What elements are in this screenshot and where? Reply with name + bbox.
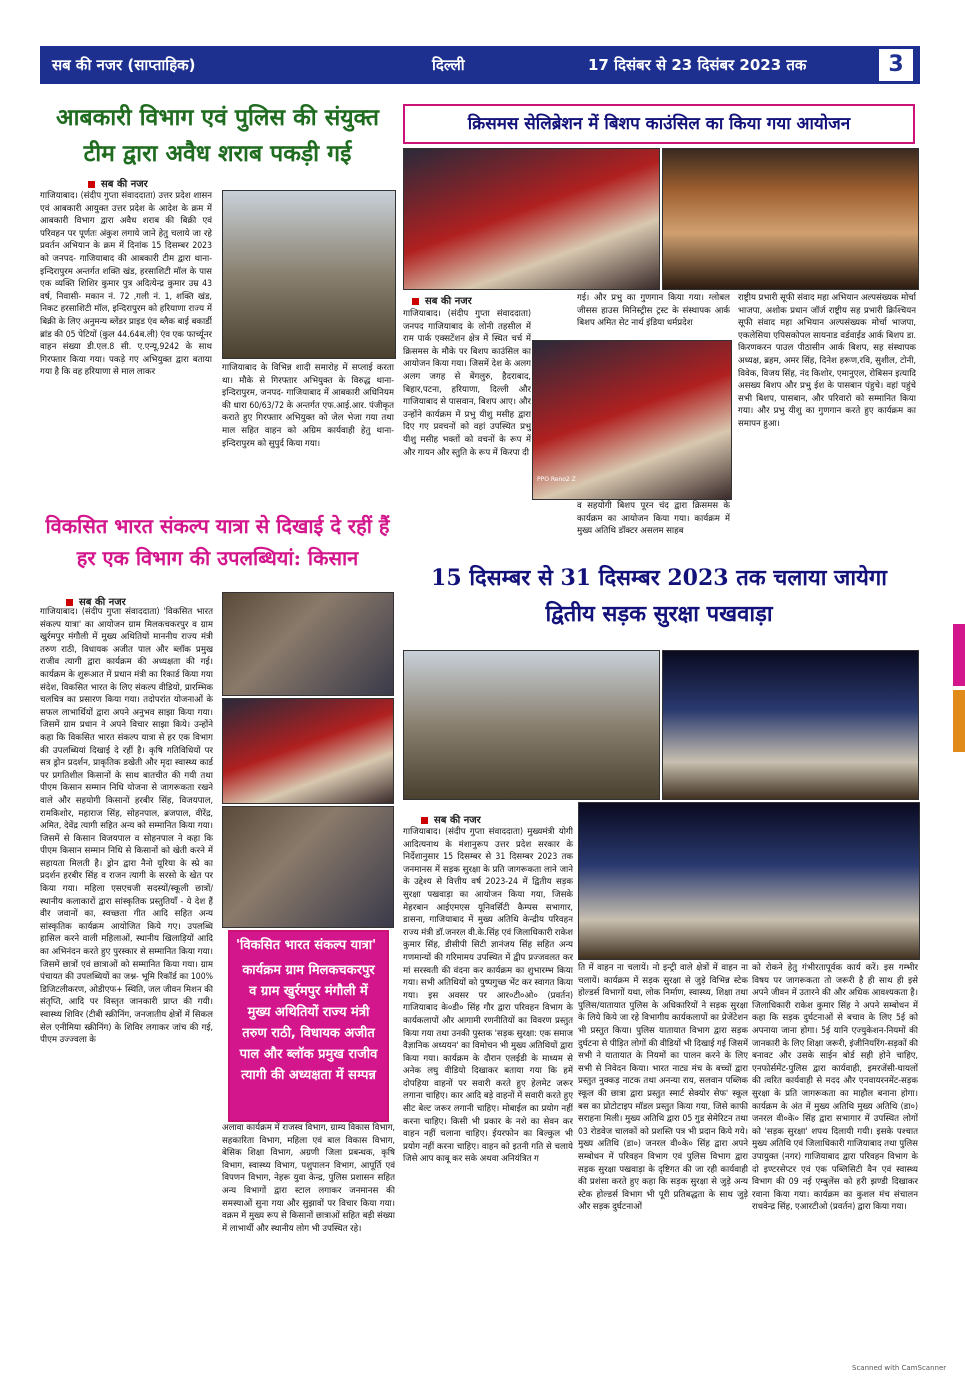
callout-body: कार्यक्रम ग्राम मिलकचकरपुर व ग्राम खुर्रमपुर मंगौली में मुख्य अथितियों राज्य मंत्री तरुण राठी, विधायक अजीत पाल और ब्लॉक प्रमुख राजीव त्यागी की अध्यक्षता में सम्पन्न (230, 956, 387, 1090)
article2-col1: गाजियाबाद। (संदीप गुप्ता संवाददाता) जनपद गाजियाबाद के लोनी तहसील में राम पार्क एक्सटेंशन क्षेत्र में स्थित चर्च में क्रिसमस के मौके पर बिशप काउंसिल का आयोजन किया गया। जिसमें देश के अलग अलग जगह से बेंगलुरु, हैदराबाद, बिहार,पटना, हरियाणा, दिल्ली और गाजियाबाद से पासवान, बिशप आए। और उन्होंने कार्यक्रम में प्रभु यीशु मसीह द्वारा दिए गए प्रवचनों को वहां उपस्थित प्रभु यीशु मसीह भक्तों को वचनों के रूप में और गायन और स्तुति के रूप में किरपा दी (403, 309, 531, 458)
city-name: दिल्ली (432, 56, 465, 74)
article4-col2: ति में वाहन ना चलायें। नो इन्ट्री वाले क्षेत्रों में वाहन ना चलायें। कार्यक्रम में सड़क सुरक्षा से जुड़े विभिन्न स्टेक होल्डर्स विभागों यथा, लोक निर्माण, स्वास्थ्य, शिक्षा तथा पुलिस/यातायात पुलिस के अधिकारियों ने सड़क सुरक्षा के लिये किये जा रहे विभागीय कार्यकलापों का प्रेजेंटेशन भी प्रस्तुत किया। पुलिस यातायात विभाग द्वारा सड़क दुर्घटना से पीड़ित लोगों की वीडियों भी दिखाई गई जिसमें सभी ने यातायात के नियमों का पालन करने के लिए सभी से निवेदन किया। भारत नाट्य मंच के बच्चों द्वारा प्रस्तुत नुक्कड़ नाटक तथा अनन्या राय, सलवान पब्लिक स्कूल की छात्रा द्वारा प्रस्तुत स्मार्ट सेक्योर सेफ' स्कूल बस का प्रोटोटाइप मॉडल प्रस्तुत किया गया, जिसे काफी सराहना मिली। मुख्य अतिथि द्वारा 05 गुड सेमेरिटन तथा 03 रोडवेज चालकों को प्रशस्ति पत्र भी प्रदान किये गये। मुख्य अतिथि (डा०) जनरल वी०के० सिंह द्वारा अपने सम्बोधन में परिवहन विभाग एवं पुलिस विभाग द्वारा सड़क सुरक्षा पखवाड़ा के दृष्टिगत की जा रही कार्यवाही की प्रशंसा करते हुए कहा कि सड़क सुरक्षा से जुड़े अन्य स्टेक होल्डर्स विभाग भी पूरी प्रतिबद्धता के साथ जुड़े और सड़क दुर्घटनाओं (578, 963, 748, 1213)
article2-col2: गई। और प्रभु का गुणगान किया गया। ग्लोबल जीसस हाउस मिनिस्ट्रीस ट्रस्ट के संस्थापक आर्क बिशप अमित सेट नार्थ इंडिया धर्मप्रदेश (577, 293, 730, 329)
seized-liquor-photo (222, 190, 396, 359)
article3-headline: विकसित भारत संकल्प यात्रा से दिखाई दे रहीं हैं हर एक विभाग की उपलब्धियां: किसान (45, 514, 390, 570)
article3-body: गाजियाबाद। (संदीप गुप्ता संवाददाता) 'विकसित भारत संकल्प यात्रा' का आयोजन ग्राम मिलकचकरपुर व ग्राम खुर्रमपुर मंगौली में मुख्य अथितियों माननीय राज्य मंत्री तरुण राठी, विधायक अजीत पाल और ब्लॉक प्रमुख राजीव त्यागी द्वारा कार्यक्रम की अध्यक्षता की गई। कार्यक्रम के शुरूआत में प्रधान मंत्री का रिकार्ड किया गया संदेश, विकसित भारत के लिए संकल्प वीडियो, प्रारम्भिक चलचित्र का प्रसारण किया गया। तदोपरांत योजनाओं के सफल लाभार्थियों द्वारा अपने अनुभव साझा किया गया। जिसमें ग्राम प्रधान ने अपने विचार साझा किये। उन्होंने कहा कि विकसित भारत संकल्प यात्रा से हर एक विभाग की उपलब्धियां दिखाई दे रहीं है। कृषि गतिविधियों पर सत्र ड्रोन प्रदर्शन, प्राकृतिक डखेती और मृदा स्वास्थ्य कार्ड पर प्रगतिशील किसानों के साथ बातचीत की गयी तथा पीएम किसान सम्मान निधि योजना से जागरूकता रखने वाले और सहयोगी किसानों हरबीर सिंह, विजयपाल, रामकिशोर, महाराज सिंह, सोहनपाल, ब्रजपाल, वीरेंद्र, अमित, देवेंद्र त्यागी सहित अन्य को सम्मानित किया गया। जिसमें से किसान विजयपाल व सोहनपाल ने कहा कि पीएम किसान सम्मान निधि से किसानों को खेती करने में सहायता मिलती है। ड्रोन द्वारा नैनो यूरिया के स्प्रे का प्रदर्शन हरबीर सिंह व राजन त्यागी के सरसो के खेत पर किया गया। महिला एसएचजी सदस्यों/स्कूली छात्रों/स्थानीय कलाकारों द्वारा सांस्कृतिक प्रस्तुतियाँ - ये देश हैं वीर जवानों का, स्वच्छता गीत आदि सहित अन्य सांस्कृतिक कार्यक्रम आयोजित किये गए। उपलब्धि हासिल करने वाली महिलाओं, स्थानीय खिलाड़ियों आदि का अभिनंदन करते हुए पुरस्कार से सम्मानित किया गया। जिसमें छात्रों एवं छात्राओं को सम्मानित किया गया। ग्राम पंचायत की उपलब्धियों का जश्न- भूमि रिकॉर्ड का 100% डिजिटलीकरण, ओडीएफ+ स्थिति, जल जीवन मिशन की संतृप्ति, आदि पर विस्तृत जानकारी प्राप्त की गयी। स्वास्थ्य शिविर (टीबी स्क्रीनिंग, जनजातीय क्षेत्रों में सिकल सेल एनीमिया स्क्रीनिंग) के शिविर लगाकर जांच की गई, पीएम उज्ज्वला के (40, 607, 213, 1046)
photo-stamp: PPO Reno2 Z (537, 476, 576, 483)
book-release-photo (662, 650, 919, 800)
article1-headline: आबकारी विभाग एवं पुलिस की संयुक्त टीम द्वारा अवैध शराब पकड़ी गई (55, 104, 380, 167)
bishop-council-stage-photo (403, 148, 660, 290)
church-audience-photo (532, 340, 732, 500)
article4-col1: गाजियाबाद। (संदीप गुप्ता संवाददाता) मुख्यमंत्री योगी आदित्यनाथ के मंशानुरूप उत्तर प्रदेश सरकार के निर्देशानुसार 15 दिसम्बर से 31 दिसम्बर 2023 तक जनमानस में सड़क सुरक्षा के प्रति जागरूकता लाने जाने के उद्देश्य से वित्तीय वर्ष 2023-24 में द्वितीय सड़क सुरक्षा पखवाड़ा का आयोजन किया गया, जिसके मेहरबान आईएमएस यूनिवर्सिटी कैम्पस सभागार, डासना, गाजियाबाद में मुख्य अतिथि केन्द्रीय परिवहन राज्य मंत्री डॉ.जनरल वी.के.सिंह एवं जिलाधिकारी राकेश कुमार सिंह, डीसीपी सिटी ज्ञानंजय सिंह सहित अन्य गणमान्यों की गरिमामय उपस्थित में द्वीप प्रज्जवलत कर मां सरस्वती की वंदना कर कार्यक्रम का शुभारम्भ किया गया। सभी अतिथियों को पुष्पगुच्छ भेंट कर स्वागत किया गया। इस अवसर पर आर०टी०ओ० (प्रवर्तन) गाजियाबाद के०डी० सिंह गौर द्वारा परिवहन विभाग के कार्यकलापों और आगामी रणनीतियों का विवरण प्रस्तुत किया गया तथा उनकी पुस्तक 'सड़क सुरक्षा: एक समाज वैज्ञानिक अध्ययन' का विमोचन भी मुख्य अतिथियों द्वारा किया गया। कार्यक्रम के दौरान एलईडी के माध्यम से अनेक लघु वीडियो दिखाकर बताया गया कि हमें दोपहिया वाहनों पर सवारी करते हुए हेलमेट जरूर लगाना चाहिए। कार आदि बड़े वाहनों में सवारी करते हुए सीट बेल्ट जरूर लगानी चाहिए। मोबाईल का प्रयोग नहीं करना चाहिए। किसी भी प्रकार के नशे का सेवन कर वाहन नहीं चलाना चाहिए। ईयरफोन का बिल्कुल भी प्रयोग नहीं करना चाहिए। वाहन को इतनी गति से चलाये जिसे आप काबू कर सके अथवा अनियंत्रित ग (403, 827, 573, 1165)
article3-byline: सब की नजर (66, 594, 126, 608)
masthead-bar (40, 46, 920, 84)
article3-body-cont: अलावा कार्यक्रम में राजस्व विभाग, ग्राम्य विकास विभाग, सहकारिता विभाग, महिला एवं बाल विकास विभाग, बेसिक शिक्षा विभाग, अग्रणी जिला प्रबन्धक, कृषि विभाग, स्वास्थ्य विभाग, पशुपालन विभाग, आपूर्ति एवं विपणन विभाग, नेहरू युवा केन्द्र, पुलिस प्रशासन सहित अन्य विभागों द्वारा स्टाल लगाकर जनमानस की समस्याओं सुना गया और सुझावों पर विचार किया गया। वक्रम में मुख्य रूप से किसानों छात्राओं सहित बड़ी संख्या में लाभार्थी और स्थानीय लोग भी उपस्थित रहे। (222, 1123, 395, 1234)
article4-byline: सब की नजर (421, 812, 481, 826)
article2-headline-box (403, 104, 915, 144)
scanner-watermark: Scanned with CamScanner (852, 1364, 947, 1372)
article1-byline: सब की नजर (88, 176, 148, 190)
paper-name: सब की नजर (साप्ताहिक) (52, 56, 196, 74)
students-group-photo (222, 592, 394, 696)
article2-byline: सब की नजर (412, 293, 472, 307)
article2-col3: राष्ट्रीय प्रभारी सूफी संवाद महा अभियान अल्पसंख्यक मोर्चा भाजपा, अशोक प्रधान जॉर्ज राष्ट्रीय सह प्रभारी क्रिश्चियन सूफी संवाद महा अभियान अल्पसंख्यक मोर्चा भाजपा, एकलेसिया एपिसकोपल सायनाड वर्डवाईड आर्क बिशप डा. किरणकरन पाउल पीठासीन आर्क बिशप, सह संस्थापक अध्यक्ष, ब्रहम, अमर सिंह, दिनेश हरूण,रवि, सुशील, टोनी, विवेक, विजय सिंह, नंद किशोर, एमानुएल, रोबिसन इत्यादि असख्य बिशप और प्रभु ईश के पासबान पंहुचे। वहां पहुंचे सभी बिशप, पासबान, और परिवारो को सम्मानित किया गया। और प्रभु यीशु का गुणगान करते हुए कार्यक्रम का समापन हुआ। (738, 293, 916, 429)
bishops-group-photo (662, 148, 919, 290)
article2-col2-cont: व सहयोगी बिशप पूरन चंद द्वारा क्रिसमस के कार्यक्रम का आयोजन किया गया। कार्यक्रम में मुख्य अतिथि डॉक्टर असलम साहब (577, 501, 730, 537)
ambulance-flagoff-photo (403, 650, 660, 800)
auditorium-stage-photo (578, 802, 920, 960)
callout-title: 'विकसित भारत संकल्प यात्रा' (230, 932, 387, 956)
article2-headline: क्रिसमस सेलिब्रेशन में बिशप काउंसिल का किया गया आयोजन (467, 114, 851, 134)
page-number: 3 (876, 46, 916, 84)
issue-dates: 17 दिसंबर से 23 दिसंबर 2023 तक (588, 56, 807, 74)
side-tab-orange (953, 690, 965, 752)
article1-body-cont: गाजियाबाद के विभिन्न शादी समारोह में सप्लाई करता था। मौके से गिरफ्तार अभियुक्त के विरुद्ध थाना-इन्दिरापुरम, जनपद- गाजियाबाद में आबकारी अधिनियम की धारा 60/63/72 के अन्तर्गत एफ.आई.आर. पंजीकृत कराते हुए गिरफ्तार अभियुक्त को जेल भेजा गया तथा माल सहित वाहन को अग्रिम कार्यवाही हेतु थाना-इन्दिरापुरम को सुपुर्द किया गया। (222, 363, 394, 449)
article3-callout (228, 930, 389, 1122)
stage-guests-photo (222, 806, 394, 928)
side-tab-pink (953, 624, 965, 686)
felicitation-photo (222, 698, 394, 804)
article4-headline: 15 दिसम्बर से 31 दिसम्बर 2023 तक चलाया जायेगा द्वितीय सड़क सुरक्षा पखवाड़ा (431, 565, 887, 627)
article4-col3: को रोकने हेतु गंभीरतापूर्वक कार्य करें। इस गम्भीर विषय पर जागरूकता तो जरूरी है ही साथ ही इसे अपने जीवन में उतारने की और अधिक आवश्यकता है। जिलाधिकारी राकेश कुमार सिंह ने अपने सम्बोधन में कहा कि सड़क दुर्घटनाओं से बचाव के लिए 5ई को अपनाया जाना होगा। 5ई यानि एज्युकेशन-नियमों की जानकारी के लिए शिक्षा जरूरी, इंजीनियरिंग-सड़कों की बनावट और उसके साईन बोर्ड सही होने चाहिए, एनफोर्समेंट-पुलिस द्वारा कार्यवाही, इमरजेंसी-घायलों की त्वरित कार्यवाही से मदद और एनवायरनमेंट-सड़क सुरक्षा के प्रति जागरूकता का माहौल बनाना होगा। कार्यक्रम के अंत में मुख्य अतिथि मुख्य अतिथि (डा०) जनरल वी०के० सिंह द्वारा सभागार में उपस्थित लोगों को 'सड़क सुरक्षा' शपथ दिलायी गयी। इसके पश्चात मुख्य अतिथि एवं जिलाधिकारी गाजियाबाद तथा पुलिस उपायुक्त (नगर) गाजियाबाद द्वारा परिवहन विभाग के दो इण्टरसेप्टर एवं एक पब्लिसिटी वैन एवं स्वास्थ्य विभाग की 09 नई एम्बुलेंस को हरी झण्डी दिखाकर रवाना किया गया। कार्यक्रम का कुशल मंच संचालन राधवेन्द्र सिंह, एआरटीओ (प्रवर्तन) द्वारा किया गया। (752, 963, 918, 1213)
article1-body: गाजियाबाद। (संदीप गुप्ता संवाददाता) उत्तर प्रदेश शासन एवं आबकारी आयुक्त उत्तर प्रदेश के आदेश के क्रम में आबकारी विभाग द्वारा अवैध शराब की बिक्री एवं परिवहन पर पूर्णतः अंकुश लगाये जाने हेतु चलाये जा रहे प्रवर्तन अभियान के क्रम में दिनांक 15 दिसम्बर 2023 को जनपद- गाजियाबाद की आबकारी टीम द्वारा थाना-इन्दिरापुरम अन्तर्गत शक्ति खंड, हरसाशिटी मॉल के पास एक व्यक्ति शिशिर कुमार पुत्र अदित्येन्द्र कुमार उम्र 43 वर्ष, निवासी- मकान नं. 72 ,गली नं. 1, शक्ति खंड, निकट हरसाशिटी मॉल, इन्दिरापुरम को हरियाणा राज्य में बिक्री के लिए अनुमन्य ब्लेंडर प्राइड एंव ब्लैक बाई बकार्डी ब्रांड की 05 पेटियों (कुल 44.64ब.ली) एंव एक फार्च्यूनर वाहन संख्या डी.एल.8 सी. ए.एन्यू.9242 के साथ गिरफ्तार किया गया। पकड़े गए अभियुक्त द्वारा बताया गया है कि वह हरियाणा से माल लाकर (40, 191, 212, 378)
